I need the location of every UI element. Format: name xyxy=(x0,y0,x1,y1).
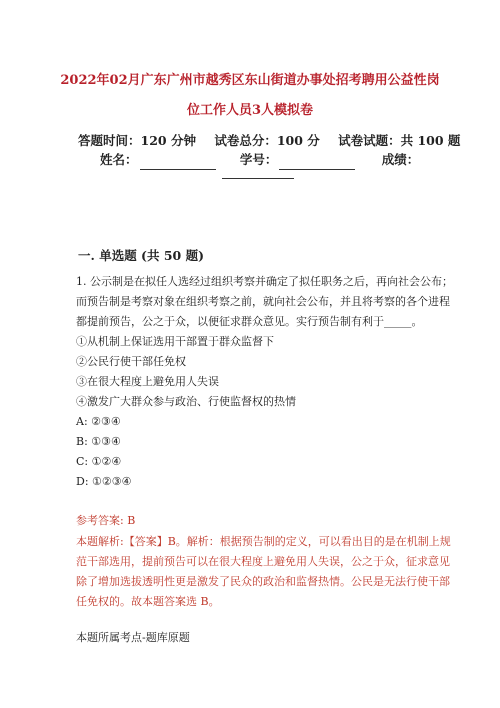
exam-time: 答题时间：120 分钟 xyxy=(78,133,196,148)
question-item: ①从机制上保证选用干部置于群众监督下 xyxy=(76,335,274,348)
option-d[interactable]: D: ①②③④ xyxy=(76,475,132,488)
section-title: 一. 单选题 (共 50 题) xyxy=(78,248,204,263)
question-source: 本题所属考点-题库原题 xyxy=(76,631,190,644)
name-blank[interactable] xyxy=(140,157,216,170)
exam-title-line-1: 2022年02月广东广州市越秀区东山街道办事处招考聘用公益性岗 xyxy=(60,73,440,88)
question-count: 试卷试题：共 100 题 xyxy=(338,133,461,148)
total-score: 试卷总分：100 分 xyxy=(214,133,320,148)
question-item: ④激发广大群众参与政治、行使监督权的热情 xyxy=(76,395,296,408)
question-item: ②公民行使干部任免权 xyxy=(76,355,186,368)
question-stem-line: 都提前预告，公之于众，以便征求群众意见。实行预告制有利于_____。 xyxy=(76,315,423,328)
reference-answer: 参考答案: B xyxy=(76,514,136,527)
question-item: ③在很大程度上避免用人失误 xyxy=(76,375,219,388)
question-1 xyxy=(76,272,453,492)
score-blank[interactable] xyxy=(222,166,294,179)
analysis-line: 范干部选用，提前预告可以在很大程度上避免用人失误，公之于众，征求意见 xyxy=(76,555,450,568)
analysis-line: 任免权的。故本题答案选 B。 xyxy=(76,595,220,608)
exam-title xyxy=(60,66,440,126)
option-a[interactable]: A: ②③④ xyxy=(76,415,121,428)
analysis-line: 本题解析:【答案】B。解析：根据预告制的定义，可以看出目的是在机制上规 xyxy=(76,535,451,548)
name-label: 姓名： xyxy=(100,152,138,167)
option-c[interactable]: C: ①②④ xyxy=(76,455,122,468)
question-stem-line: 而预告制是考察对象在组织考察之前，就向社会公布，并且将考察的各个进程 xyxy=(76,295,450,308)
score-label: 成绩： xyxy=(381,152,420,167)
analysis-line: 除了增加选拔透明性更是激发了民众的政治和监督热情。公民是无法行使干部 xyxy=(76,575,450,588)
question-stem-line: 1. 公示制是在拟任人选经过组织考察并确定了拟任职务之后，再向社会公布； xyxy=(76,275,453,288)
option-b[interactable]: B: ①③④ xyxy=(76,435,121,448)
answer-analysis xyxy=(76,532,451,612)
exam-title-line-2: 位工作人员3人模拟卷 xyxy=(186,103,314,118)
id-label: 学号： xyxy=(239,152,278,167)
exam-meta xyxy=(78,131,461,149)
